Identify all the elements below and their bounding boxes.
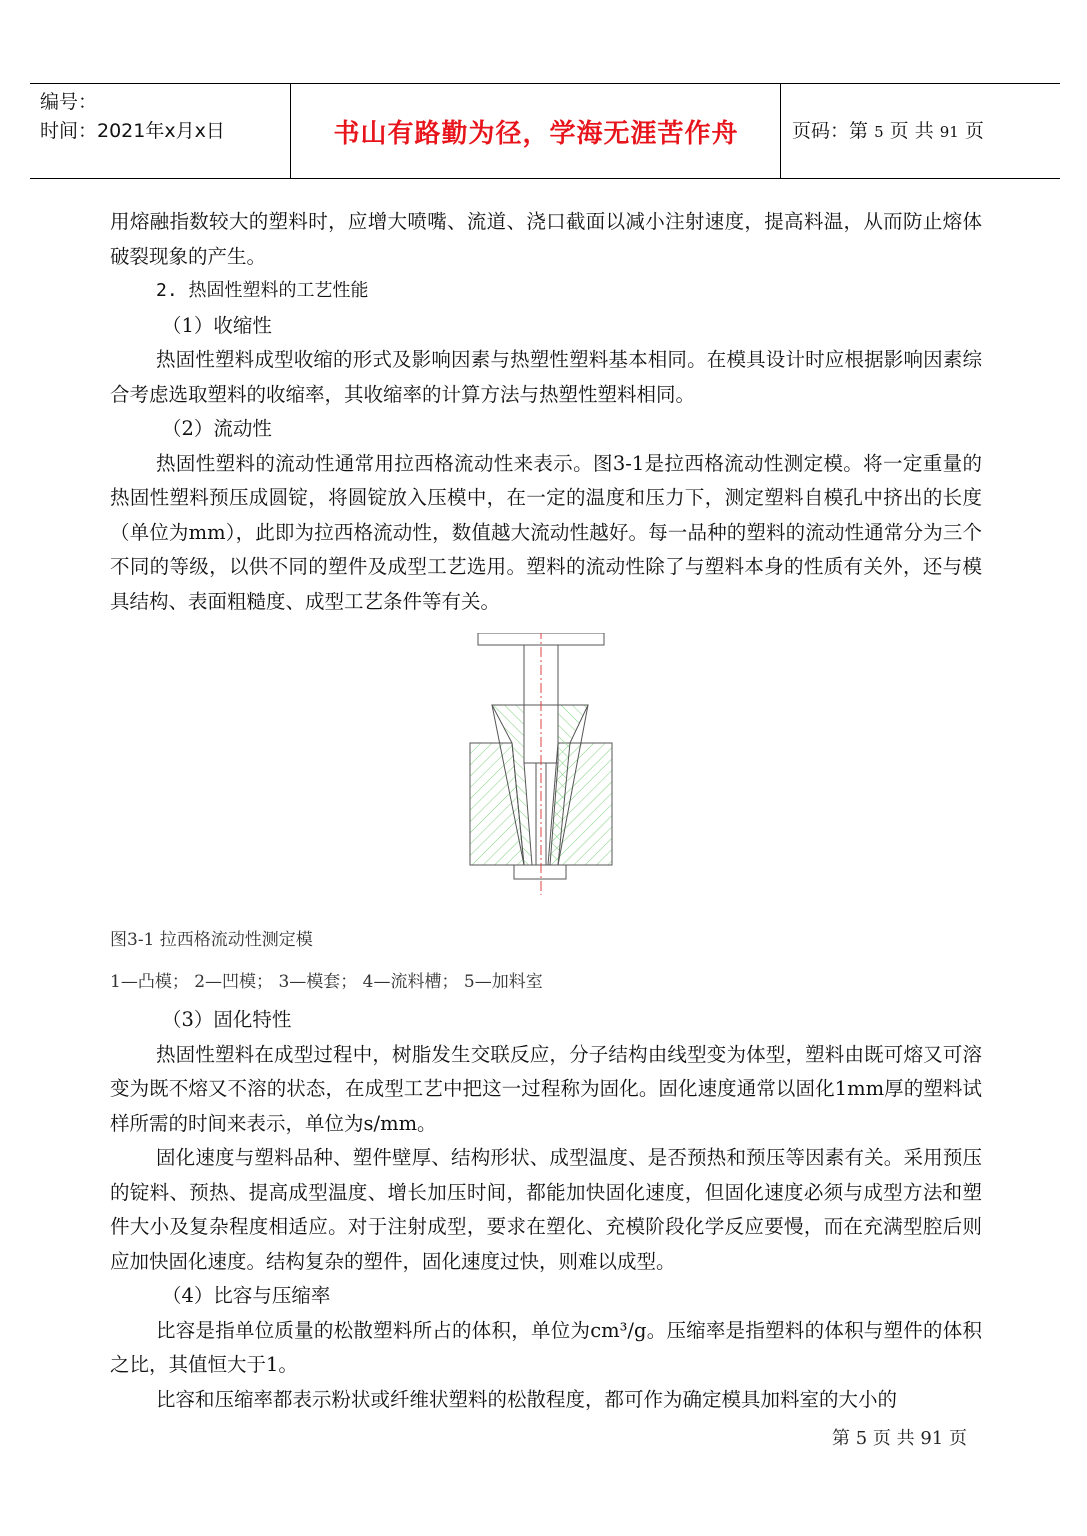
paragraph-1: 用熔融指数较大的塑料时，应增大喷嘴、流道、浇口截面以减小注射速度，提高料温，从而防止熔体破裂现象的产生。 xyxy=(110,210,982,268)
page-prefix: 页码：第 xyxy=(792,120,869,142)
base-plate xyxy=(514,865,566,879)
page-total: 91 xyxy=(939,123,959,141)
subheading-flowability: （2）流动性 xyxy=(162,417,272,440)
paragraph-6: 比容是指单位质量的松散塑料所占的体积，单位为cm³/g。压缩率是指塑料的体积与塑件的体积之比，其值恒大于1。 xyxy=(110,1318,982,1376)
subheading-shrinkage: （1）收缩性 xyxy=(162,313,272,337)
page-body xyxy=(110,205,982,1417)
page-footer: 第 5 页 共 91 页 xyxy=(832,1428,967,1449)
header-divider-right xyxy=(780,84,781,178)
page-mid: 页 共 xyxy=(889,120,934,142)
paragraph-2: 热固性塑料成型收缩的形式及影响因素与热塑性塑料基本相同。在模具设计时应根据影响因素综合考虑选取塑料的收缩率，其收缩率的计算方法与热塑性塑料相同。 xyxy=(110,348,982,406)
page-suffix: 页 xyxy=(964,120,984,142)
figure-caption: 图3-1 拉西格流动性测定模 xyxy=(110,930,313,950)
subheading-curing: （3）固化特性 xyxy=(162,1008,292,1031)
time-label: 时间：2021年x月x日 xyxy=(40,120,225,142)
paragraph-3: 热固性塑料的流动性通常用拉西格流动性来表示。图3-1是拉西格流动性测定模。将一定重量的热固性塑料预压成圆锭，将圆锭放入压模中，在一定的温度和压力下，测定塑料自模孔中挤出的长度（单位为mm），此即为拉西格流动性，数值越大流动性越好。每一品种的塑料的流动性通常分为三个不同的等级，以供不同的塑件及成型工艺选用。塑料的流动性除了与塑料本身的性质有关外，还与模具结构、表面粗糙度、成型工艺条件等有关。 xyxy=(110,451,982,613)
paragraph-7: 比容和压缩率都表示粉状或纤维状塑料的松散程度，都可作为确定模具加料室的大小的 xyxy=(156,1387,898,1411)
mold-drawing xyxy=(466,633,726,903)
figure-legend: 1—凸模； 2—凹模； 3—模套； 4—流料槽； 5—加料室 xyxy=(110,972,543,992)
paragraph-5: 固化速度与塑料品种、塑件壁厚、结构形状、成型温度、是否预热和预压等因素有关。采用预压的锭料、预热、提高成型温度、增长加压时间，都能加快固化速度，但固化速度必须与成型方法和塑件大小及复杂程度相适应。对于注射成型，要求在塑化、充模阶段化学反应要慢，而在充满型腔后则应加快固化速度。结构复杂的塑件，固化速度过快，则难以成型。 xyxy=(110,1146,982,1273)
header-info xyxy=(40,88,225,146)
number-label: 编号： xyxy=(40,91,98,113)
header-page-info xyxy=(792,116,984,143)
header-motto: 书山有路勤为径，学海无涯苦作舟 xyxy=(333,118,739,149)
page-header xyxy=(30,83,1060,179)
header-divider-left xyxy=(290,84,291,178)
paragraph-4: 热固性塑料在成型过程中，树脂发生交联反应，分子结构由线型变为体型，塑料由既可熔又可溶变为既不熔又不溶的状态，在成型工艺中把这一过程称为固化。固化速度通常以固化1mm厚的塑料试样所需的时间来表示，单位为s/mm。 xyxy=(110,1042,982,1135)
subheading-specific-volume: （4）比容与压缩率 xyxy=(162,1284,331,1307)
section-heading-2: 2. 热固性塑料的工艺性能 xyxy=(156,280,369,301)
page-number: 5 xyxy=(874,123,884,141)
figure-rashig-mold xyxy=(110,625,982,925)
